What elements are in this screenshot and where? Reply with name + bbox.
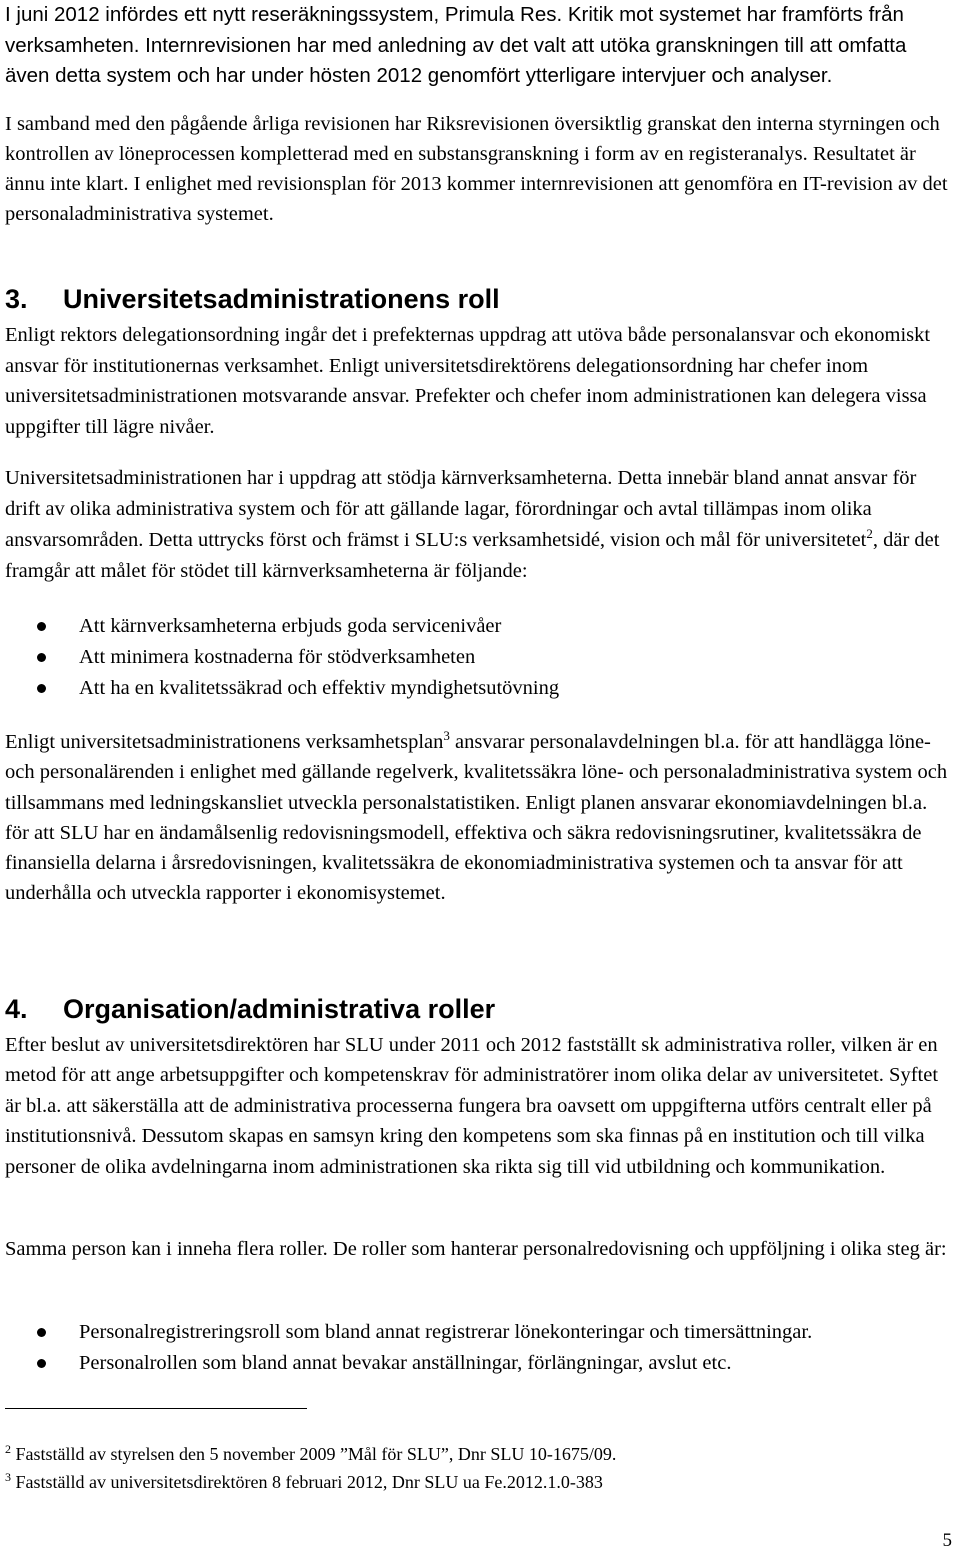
section-number: 3.: [5, 284, 28, 314]
section-title: Universitetsadministrationens roll: [63, 284, 500, 314]
list-item-text: Att ha en kvalitetssäkrad och effektiv myndighetsutövning: [79, 677, 560, 699]
footnote-ref-2[interactable]: 2: [866, 526, 873, 542]
section-title: Organisation/administrativa roller: [63, 994, 496, 1024]
section-heading-3: [5, 283, 500, 315]
footnote-divider: [5, 1408, 307, 1409]
paragraph-primula-res: I juni 2012 infördes ett nytt reseräkningssystem, Primula Res. Kritik mot systemet har framförts från verksamheten. Internrevisionen har med anledning av det valt att utöka granskningen till att omfatta även detta system och har under hösten 2012 genomfört ytterligare intervjuer och analyser.: [5, 3, 907, 87]
footnote-text: Fastställd av styrelsen den 5 november 2009 ”Mål för SLU”, Dnr SLU 10-1675/09.: [15, 1444, 617, 1464]
bullet-icon: [37, 1328, 46, 1337]
paragraph-administrativa-roller: Efter beslut av universitetsdirektören har SLU under 2011 och 2012 fastställt sk administrativa roller, vilken är en metod för att ange arbetsuppgifter och kompetenskrav för administratörer inom olika delar av universitetet. Syftet är bl.a. att säkerställa att de administrativa processerna fungera bra oavsett om uppgifterna utförs centralt eller på institutionsnivå. Dessutom skapas en samsyn kring den kompetens som ska finnas på en institution och till vilka personer de olika avdelningarna inom administrationen ska rikta sig till vid utbildning och kommunikation.: [5, 1034, 939, 1178]
bullet-icon: [37, 653, 46, 662]
list-item-text: Att minimera kostnaderna för stödverksamheten: [79, 646, 476, 668]
roles-list: [5, 1317, 950, 1379]
goals-list: [5, 611, 950, 704]
paragraph-text: ansvarar personalavdelningen bl.a. för att handlägga löne- och personalärenden i enlighet med gällande regelverk, kvalitetssäkra löne- och personaladministrativa system och tillsammans med ledningskansliet utveckla personalstatistiken. Enligt planen ansvarar ekonomiavdelningen bl.a. för att SLU har en ändamålsenlig redovisningsmodell, effektiva och säkra redovisningsrutiner, kvalitetssäkra de finansiella delarna i årsredovisningen, kvalitetssäkra de ekonomiadministrativa systemen och ta ansvar för att underhålla och utveckla rapporter i ekonomisystemet.: [5, 731, 948, 905]
list-item-text: Personalregistreringsroll som bland annat registrerar lönekonteringar och timersättningar.: [79, 1321, 813, 1343]
page-number: 5: [942, 1530, 952, 1551]
footnote-number: 3: [5, 1470, 11, 1484]
list-item: [5, 642, 950, 673]
footnote-2: [5, 1443, 616, 1465]
footnote-3: [5, 1471, 603, 1493]
footnote-text: Fastställd av universitetsdirektören 8 februari 2012, Dnr SLU ua Fe.2012.1.0-383: [15, 1472, 603, 1492]
paragraph-text: Universitetsadministrationen har i uppdrag att stödja kärnverksamheterna. Detta innebär bland annat ansvar för drift av olika administrativa system och för att gällande lagar, förordningar och avtal tillämpas inom olika ansvarsområden. Detta uttrycks först och främst i SLU:s verksamhetsidé, vision och mål för universitetet: [5, 467, 917, 551]
list-item: [5, 673, 950, 704]
bullet-icon: [37, 684, 46, 693]
footnote-number: 2: [5, 1442, 11, 1456]
list-item: [5, 1317, 950, 1348]
section-heading-4: [5, 993, 495, 1025]
paragraph-verksamhetsplan: [5, 727, 950, 909]
paragraph-text: Enligt universitetsadministrationens verksamhetsplan: [5, 731, 444, 753]
paragraph-riksrevisionen: I samband med den pågående årliga revisionen har Riksrevisionen översiktlig granskat den interna styrningen och kontrollen av löneprocessen kompletterad med en substansgranskning i form av en registeranalys. Resultatet är ännu inte klart. I enlighet med revisionsplan för 2013 kommer internrevisionen att genomföra en IT-revision av det personaladministrativa systemet.: [5, 113, 948, 225]
section-number: 4.: [5, 994, 28, 1024]
bullet-icon: [37, 622, 46, 631]
paragraph-roller: Samma person kan i inneha flera roller. De roller som hanterar personalredovisning och uppföljning i olika steg är:: [5, 1238, 947, 1260]
list-item: [5, 1348, 950, 1379]
list-item-text: Personalrollen som bland annat bevakar anställningar, förlängningar, avslut etc.: [79, 1352, 732, 1374]
bullet-icon: [37, 1359, 46, 1368]
footnote-ref-3[interactable]: 3: [443, 728, 450, 744]
paragraph-uppdrag: [5, 463, 950, 587]
list-item-text: Att kärnverksamheterna erbjuds goda servicenivåer: [79, 615, 502, 637]
paragraph-text: , där det framgår att målet för stödet till kärnverksamheterna är följande:: [5, 529, 940, 582]
list-item: [5, 611, 950, 642]
paragraph-delegation: Enligt rektors delegationsordning ingår det i prefekternas uppdrag att utöva både personalansvar och ekonomiskt ansvar för institutionernas verksamhet. Enligt universitetsdirektörens delegationsordning har chefer inom universitetsadministrationen motsvarande ansvar. Prefekter och chefer inom administrationen kan delegera vissa uppgifter till lägre nivåer.: [5, 324, 931, 438]
